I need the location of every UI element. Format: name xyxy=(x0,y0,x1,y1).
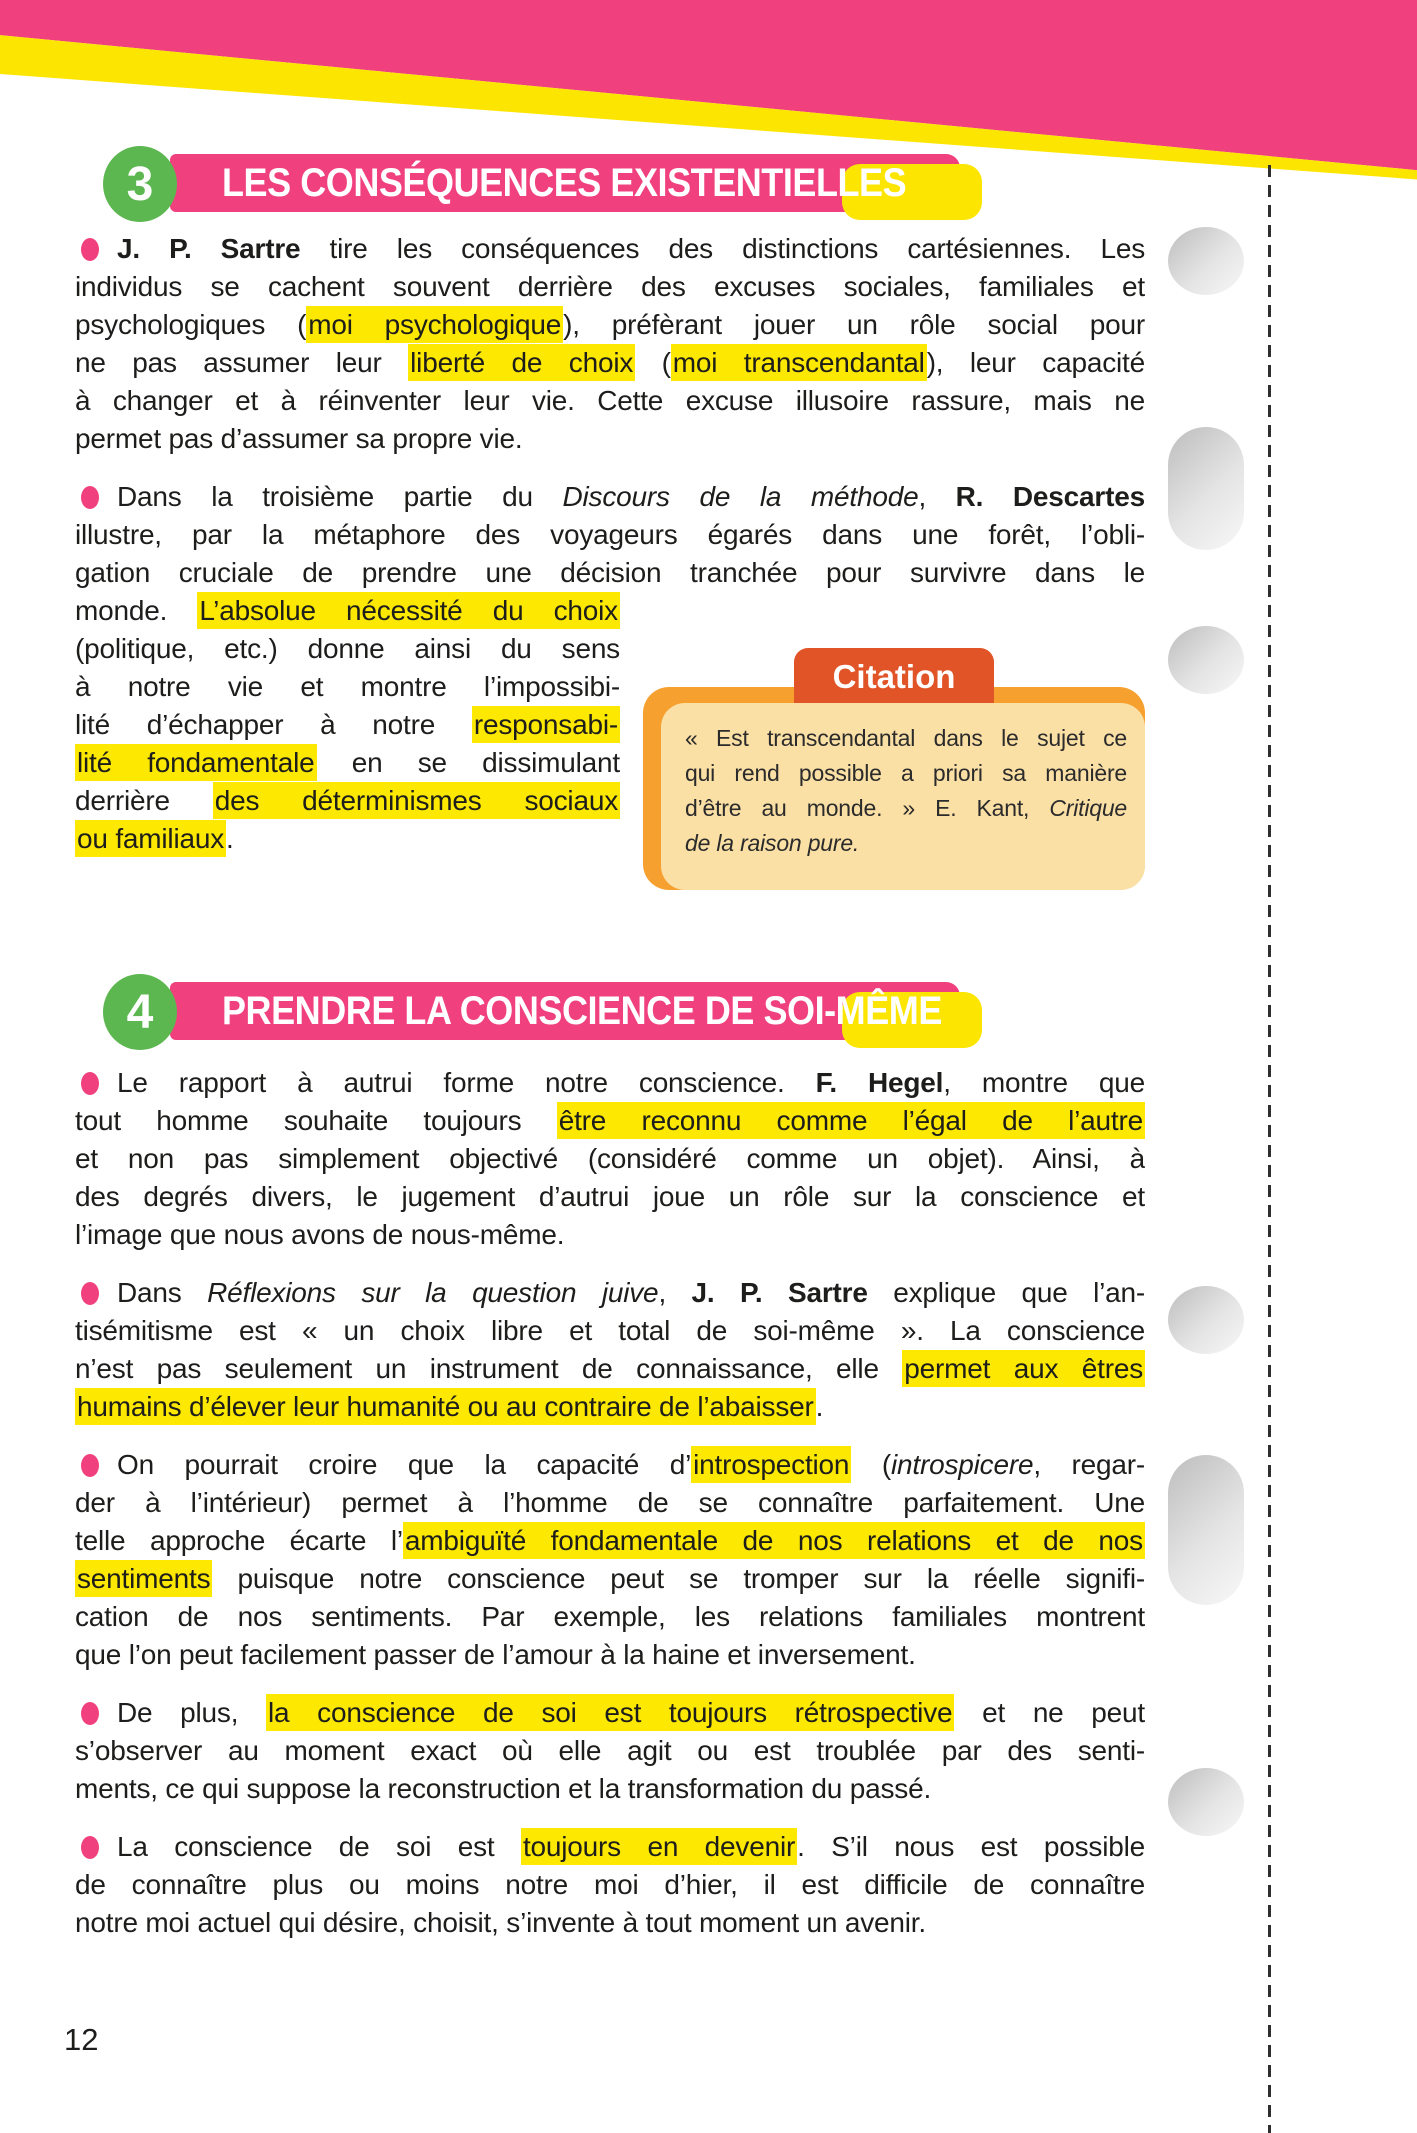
text-line xyxy=(75,420,1145,458)
paragraph-wrapped-lines xyxy=(75,592,620,858)
text-segment: J. P. Sartre xyxy=(117,233,301,264)
text-segment: et non pas simplement objectivé (considéré comme un objet). Ainsi, à xyxy=(75,1143,1145,1174)
highlighted-text: ou familiaux xyxy=(75,820,226,857)
text-line xyxy=(75,268,1145,306)
text-segment: qui rend possible a priori sa manière xyxy=(685,760,1127,786)
highlighted-text: être reconnu comme l’égal de l’autre xyxy=(557,1102,1145,1139)
text-segment: . S’il nous est possible xyxy=(797,1831,1145,1862)
text-segment: notre moi actuel qui désire, choisit, s’invente à tout moment un avenir. xyxy=(75,1907,926,1938)
text-segment: La conscience de soi est xyxy=(117,1831,521,1862)
highlighted-text: lité fondamentale xyxy=(75,744,317,781)
text-line xyxy=(75,478,1145,516)
text-segment: de connaître plus ou moins notre moi d’hier, il est difficile de connaître xyxy=(75,1869,1145,1900)
text-line xyxy=(685,826,1127,861)
binder-tab xyxy=(1168,1455,1244,1605)
binder-tab xyxy=(1168,227,1244,295)
text-line xyxy=(75,554,1145,592)
text-segment: l’image que nous avons de nous-même. xyxy=(75,1219,565,1250)
text-line xyxy=(75,1694,1145,1732)
text-line xyxy=(75,1312,1145,1350)
text-segment: telle approche écarte l’ xyxy=(75,1525,403,1556)
text-segment: et ne peut xyxy=(954,1697,1145,1728)
text-segment: Réflexions sur la question juive xyxy=(207,1277,659,1308)
text-segment: permet pas d’assumer sa propre vie. xyxy=(75,423,523,454)
text-segment: . xyxy=(815,1391,824,1422)
text-segment: De plus, xyxy=(117,1697,267,1728)
bullet-icon xyxy=(81,1454,99,1477)
text-segment: ( xyxy=(851,1449,891,1480)
bullet-icon xyxy=(81,1836,99,1859)
highlighted-text: liberté de choix xyxy=(408,344,635,381)
text-segment: cation de nos sentiments. Par exemple, les relations familiales montrent xyxy=(75,1601,1145,1632)
section-3-title: LES CONSÉQUENCES EXISTENTIELLES xyxy=(222,161,907,205)
text-segment: Discours de la méthode xyxy=(562,481,919,512)
highlighted-text: toujours en devenir xyxy=(521,1828,797,1865)
text-line xyxy=(75,1732,1145,1770)
section-4-header xyxy=(75,974,1145,1050)
text-line xyxy=(75,382,1145,420)
text-segment: , xyxy=(658,1277,692,1308)
text-line xyxy=(75,1522,1145,1560)
paragraph xyxy=(75,1828,1145,1942)
text-line xyxy=(75,1388,1145,1426)
text-segment: derrière xyxy=(75,785,213,816)
section-4-banner xyxy=(170,982,960,1040)
text-line xyxy=(75,1216,1145,1254)
text-segment: Critique xyxy=(1049,795,1127,821)
text-segment: ), leur capacité xyxy=(926,347,1145,378)
text-segment: lité d’échapper à notre xyxy=(75,709,472,740)
text-segment: s’observer au moment exact où elle agit ou est troublée par des senti- xyxy=(75,1735,1145,1766)
text-segment: tisémitisme est « un choix libre et total de soi-même ». La conscience xyxy=(75,1315,1145,1346)
text-line xyxy=(75,744,620,782)
text-segment: On pourrait croire que la capacité d’ xyxy=(117,1449,692,1480)
binder-tab xyxy=(1168,626,1244,694)
text-segment: gation cruciale de prendre une décision tranchée pour survivre dans le xyxy=(75,557,1145,588)
text-segment: de la raison pure. xyxy=(685,830,860,856)
section-4-number-badge: 4 xyxy=(103,974,177,1050)
binder-tab xyxy=(1168,427,1244,550)
text-line xyxy=(75,1102,1145,1140)
paragraph-full-width-lines xyxy=(75,478,1145,592)
text-line xyxy=(75,1866,1145,1904)
bullet-icon xyxy=(81,1702,99,1725)
paragraph xyxy=(75,1274,1145,1426)
paragraph xyxy=(75,230,1145,458)
highlighted-text: des déterminismes sociaux xyxy=(213,782,620,819)
text-segment: à changer et à réinventer leur vie. Cette excuse illusoire rassure, mais ne xyxy=(75,385,1145,416)
text-segment: à notre vie et montre l’impossibi- xyxy=(75,671,620,702)
citation-body xyxy=(661,703,1145,890)
text-line xyxy=(75,230,1145,268)
text-line xyxy=(75,1598,1145,1636)
text-segment: monde. xyxy=(75,595,198,626)
text-line xyxy=(75,1446,1145,1484)
text-line xyxy=(75,1274,1145,1312)
section-3-banner xyxy=(170,154,960,212)
section-4-title: PRENDRE LA CONSCIENCE DE SOI-MÊME xyxy=(222,989,942,1033)
text-segment: der à l’intérieur) permet à l’homme de se connaître parfaitement. Une xyxy=(75,1487,1145,1518)
text-segment: Dans xyxy=(117,1277,208,1308)
highlighted-text: introspection xyxy=(691,1446,851,1483)
text-segment: individus se cachent souvent derrière des excuses sociales, familiales et xyxy=(75,271,1145,302)
text-line xyxy=(75,1770,1145,1808)
text-segment: introspicere xyxy=(891,1449,1034,1480)
text-segment: ( xyxy=(635,347,671,378)
section-3-header xyxy=(75,146,1145,222)
binder-tab xyxy=(1168,1768,1244,1836)
text-segment: J. P. Sartre xyxy=(691,1277,868,1308)
citation-box xyxy=(643,648,1145,890)
text-line xyxy=(685,756,1127,791)
text-line xyxy=(75,1484,1145,1522)
bullet-icon xyxy=(81,238,99,261)
highlighted-text: moi psychologique xyxy=(306,306,563,343)
text-segment: R. Descartes xyxy=(955,481,1145,512)
highlighted-text: la conscience de soi est toujours rétrospective xyxy=(266,1694,954,1731)
text-segment: tout homme souhaite toujours xyxy=(75,1105,557,1136)
text-line xyxy=(685,721,1127,756)
paragraph xyxy=(75,1694,1145,1808)
text-segment: tire les conséquences des distinctions cartésiennes. Les xyxy=(300,233,1145,264)
dashed-cut-line xyxy=(1268,165,1271,2133)
highlighted-text: permet aux êtres xyxy=(902,1350,1145,1387)
main-text-column xyxy=(75,146,1145,1962)
text-segment: , montre que xyxy=(943,1067,1145,1098)
text-line xyxy=(75,1140,1145,1178)
highlighted-text: humains d’élever leur humanité ou au contraire de l’abaisser xyxy=(75,1388,816,1425)
text-segment: ne pas assumer leur xyxy=(75,347,409,378)
text-segment: Le rapport à autrui forme notre conscience. xyxy=(117,1067,816,1098)
text-segment: (politique, etc.) donne ainsi du sens xyxy=(75,633,620,664)
text-line xyxy=(75,592,620,630)
paragraph xyxy=(75,1064,1145,1254)
text-segment: « Est transcendantal dans le sujet ce xyxy=(685,725,1127,751)
text-line xyxy=(75,1828,1145,1866)
bullet-icon xyxy=(81,1282,99,1305)
section-3-number-badge: 3 xyxy=(103,146,177,222)
text-line xyxy=(75,630,620,668)
text-segment: des degrés divers, le jugement d’autrui joue un rôle sur la conscience et xyxy=(75,1181,1145,1212)
text-line xyxy=(75,706,620,744)
text-line xyxy=(75,1904,1145,1942)
text-segment: illustre, par la métaphore des voyageurs égarés dans une forêt, l’obli- xyxy=(75,519,1145,550)
highlighted-text: sentiments xyxy=(75,1560,212,1597)
text-segment: en se dissimulant xyxy=(316,747,620,778)
text-segment: , regar- xyxy=(1033,1449,1145,1480)
text-segment: puisque notre conscience peut se tromper sur la réelle signifi- xyxy=(212,1563,1145,1594)
bullet-icon xyxy=(81,1072,99,1095)
paragraph xyxy=(75,1446,1145,1674)
text-line xyxy=(75,668,620,706)
highlighted-text: ambiguïté fondamentale de nos relations et de nos xyxy=(403,1522,1145,1559)
text-segment: . xyxy=(226,823,234,854)
highlighted-text: responsabi- xyxy=(472,706,620,743)
text-segment: que l’on peut facilement passer de l’amour à la haine et inversement. xyxy=(75,1639,916,1670)
text-segment: , xyxy=(918,481,956,512)
text-segment: F. Hegel xyxy=(815,1067,944,1098)
text-line xyxy=(75,306,1145,344)
paragraph xyxy=(75,478,1145,858)
text-line xyxy=(75,1064,1145,1102)
text-line xyxy=(75,782,620,820)
text-line xyxy=(685,791,1127,826)
highlighted-text: L’absolue nécessité du choix xyxy=(197,592,620,629)
text-line xyxy=(75,1636,1145,1674)
page-number: 12 xyxy=(64,2022,99,2057)
text-segment: ments, ce qui suppose la reconstruction et la transformation du passé. xyxy=(75,1773,932,1804)
text-line xyxy=(75,820,620,858)
text-line xyxy=(75,1178,1145,1216)
bullet-icon xyxy=(81,486,99,509)
highlighted-text: moi transcendantal xyxy=(671,344,927,381)
text-segment: ), préfèrant jouer un rôle social pour xyxy=(563,309,1145,340)
citation-tab-label: Citation xyxy=(794,648,994,706)
text-line xyxy=(75,344,1145,382)
text-line xyxy=(75,1350,1145,1388)
text-segment: explique que l’an- xyxy=(867,1277,1145,1308)
text-segment: Dans la troisième partie du xyxy=(117,481,563,512)
text-segment: psychologiques ( xyxy=(75,309,307,340)
text-line xyxy=(75,516,1145,554)
text-segment: n’est pas seulement un instrument de connaissance, elle xyxy=(75,1353,903,1384)
text-line xyxy=(75,1560,1145,1598)
text-segment: d’être au monde. » E. Kant, xyxy=(685,795,1050,821)
binder-tab xyxy=(1168,1286,1244,1354)
